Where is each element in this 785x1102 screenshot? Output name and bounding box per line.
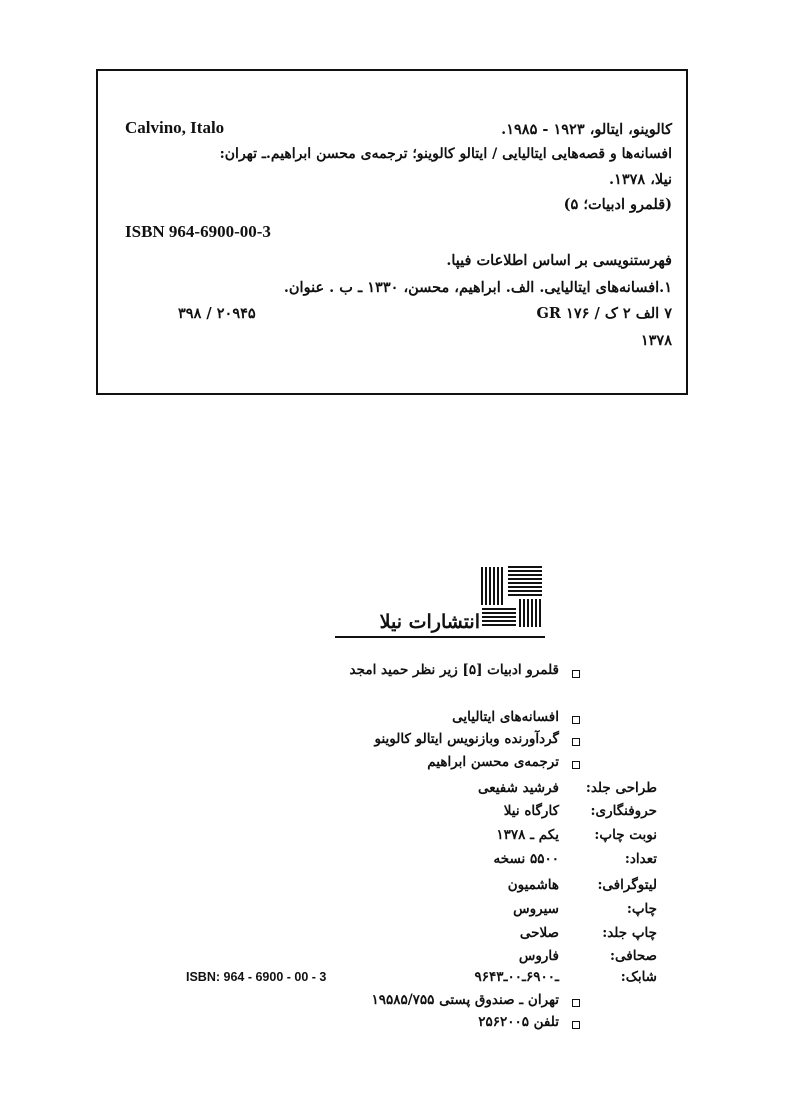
publisher-underline: [335, 636, 545, 638]
cip-author-latin: Calvino, Italo: [125, 118, 225, 137]
bullet-icon: [572, 999, 580, 1007]
isbn-latin: ISBN: 964 - 6900 - 00 - 3: [186, 970, 327, 984]
credit-label: حروفنگاری:: [590, 803, 657, 819]
credit-label: تعداد:: [624, 851, 657, 867]
bullet-icon: [572, 1021, 580, 1029]
cip-series-line: (قلمرو ادبیات؛ ۵): [563, 196, 672, 213]
cip-subject-line: ۱.افسانه‌های ایتالیایی. الف. ابراهیم، محسن، ۱۳۳۰ ـ ب . عنوان.: [283, 279, 672, 296]
credit-value: فرشید شفیعی: [477, 780, 559, 796]
credit-value: ۵۵۰۰ نسخه: [493, 851, 559, 867]
credit-label: نوبت چاپ:: [594, 827, 657, 843]
credit-value: ۹۶۴ـ۶۹۰۰ـ۰۰ـ۳: [474, 969, 559, 985]
cip-year: ۱۳۷۸: [640, 332, 672, 349]
bullet-icon: [572, 670, 580, 678]
credit-label: طراحی جلد:: [585, 780, 657, 796]
credit-label: صحافی:: [610, 948, 657, 964]
publisher-logo-icon: [478, 565, 544, 629]
credit-label: چاپ جلد:: [602, 925, 657, 941]
contact-phone: تلفن ۲۵۶۲۰۰۵: [478, 1014, 559, 1030]
publisher-name: انتشارات نیلا: [379, 611, 480, 633]
credit-value: صلاحی: [519, 925, 559, 941]
credit-label: شابک:: [620, 969, 657, 985]
series-line: قلمرو ادبیات [۵] زیر نظر حمید امجد: [349, 662, 559, 678]
credit-value: فاروس: [518, 948, 559, 964]
credit-label: لیتوگرافی:: [597, 877, 657, 893]
cip-title-line: افسانه‌ها و قصه‌هایی ایتالیایی / ایتالو کالوینو؛ ترجمه‌ی محسن ابراهیم.ـ تهران:: [219, 146, 672, 162]
bullet-icon: [572, 738, 580, 746]
credit-value: هاشمیون: [507, 877, 559, 893]
book-compiler: گردآورنده وبازنویس ایتالو کالوینو: [374, 731, 559, 747]
cip-class-right: ۷ الف ۲ ک / ۱۷۶ GR: [536, 305, 672, 322]
credit-value: سیروس: [513, 901, 559, 917]
credit-value: کارگاه نیلا: [503, 803, 559, 819]
credit-value: یکم ـ ۱۳۷۸: [496, 827, 559, 843]
cip-isbn: ISBN 964-6900-00-3: [125, 222, 271, 241]
cip-class-left: ۳۹۸ / ۲۰۹۴۵: [178, 305, 256, 322]
cip-fipa-line: فهرستنویسی بر اساس اطلاعات فیپا.: [446, 252, 672, 269]
bullet-icon: [572, 761, 580, 769]
credit-label: چاپ:: [626, 901, 657, 917]
book-title: افسانه‌های ایتالیایی: [452, 709, 559, 725]
cip-publisher-line: نیلا، ۱۳۷۸.: [608, 171, 672, 188]
cip-author-fa: کالوینو، ایتالو، ۱۹۲۳ - ۱۹۸۵.: [501, 121, 672, 138]
bullet-icon: [572, 716, 580, 724]
contact-address: تهران ـ صندوق پستی ۱۹۵۸۵/۷۵۵: [371, 992, 559, 1008]
book-translator: ترجمه‌ی محسن ابراهیم: [427, 754, 559, 770]
